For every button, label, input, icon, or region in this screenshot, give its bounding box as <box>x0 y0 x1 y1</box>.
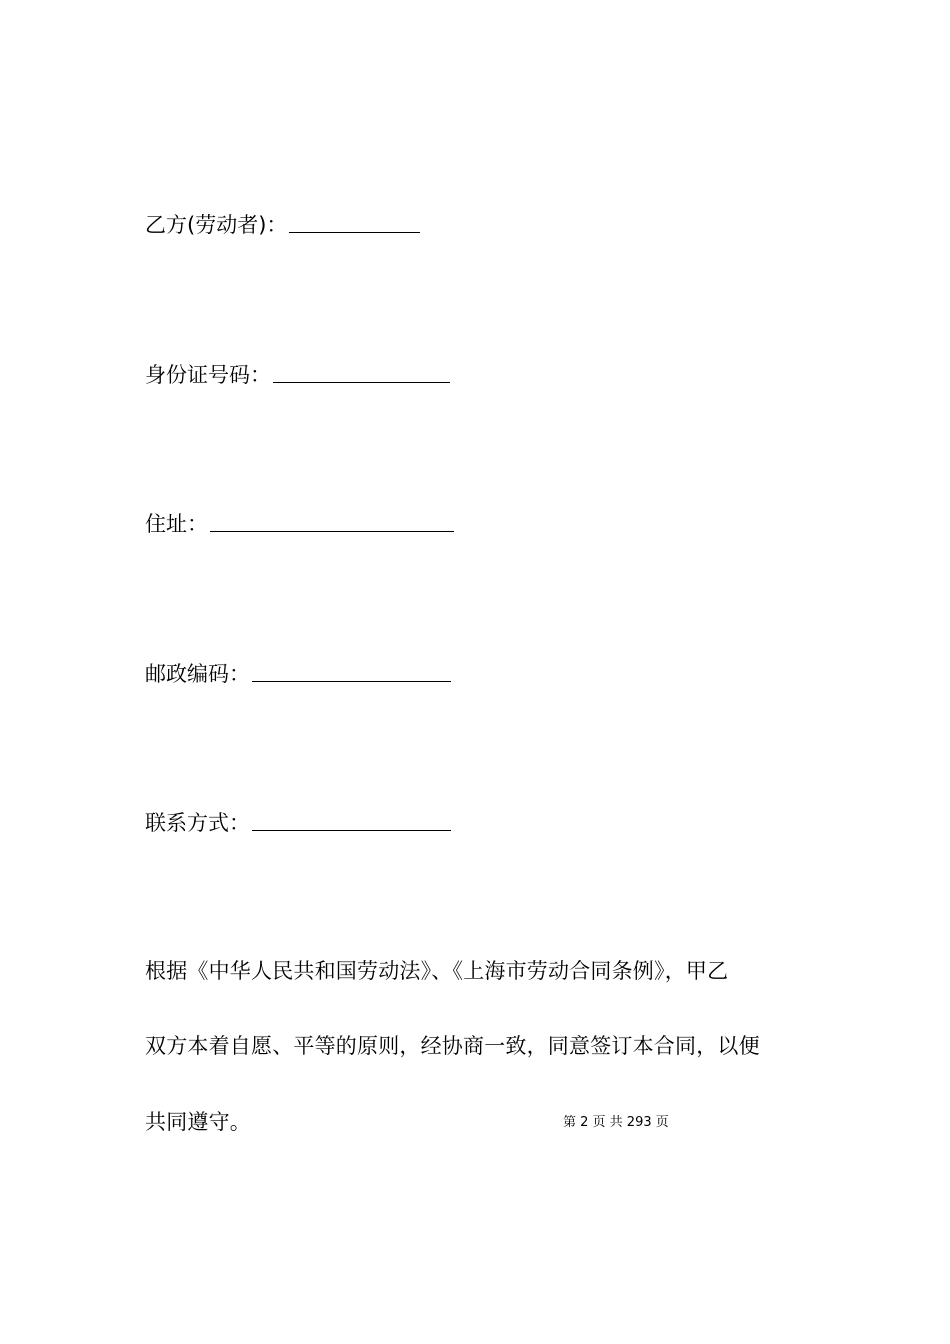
party-b-field <box>145 210 420 240</box>
postal-code-blank-line <box>252 659 451 682</box>
contact-field <box>145 808 451 838</box>
address-field <box>145 509 454 539</box>
party-b-label: 乙方(劳动者)： <box>145 213 288 237</box>
paragraph-line: 根据《中华人民共和国劳动法》、《上海市劳动合同条例》，甲乙 <box>145 959 729 983</box>
paragraph-line: 共同遵守。 <box>145 1110 251 1134</box>
party-b-blank-line <box>289 210 420 233</box>
address-label: 住址： <box>145 512 208 536</box>
id-number-label: 身份证号码： <box>145 363 271 387</box>
address-blank-line <box>210 509 454 532</box>
postal-code-field <box>145 659 451 689</box>
postal-code-label: 邮政编码： <box>145 662 250 686</box>
page-number-footer: 第 2 页 共 293 页 <box>563 1115 669 1130</box>
paragraph-line: 双方本着自愿、平等的原则，经协商一致，同意签订本合同，以便 <box>145 1034 760 1058</box>
id-number-field <box>145 360 450 390</box>
contact-blank-line <box>252 808 451 831</box>
id-number-blank-line <box>273 360 450 383</box>
contact-label: 联系方式： <box>145 811 250 835</box>
